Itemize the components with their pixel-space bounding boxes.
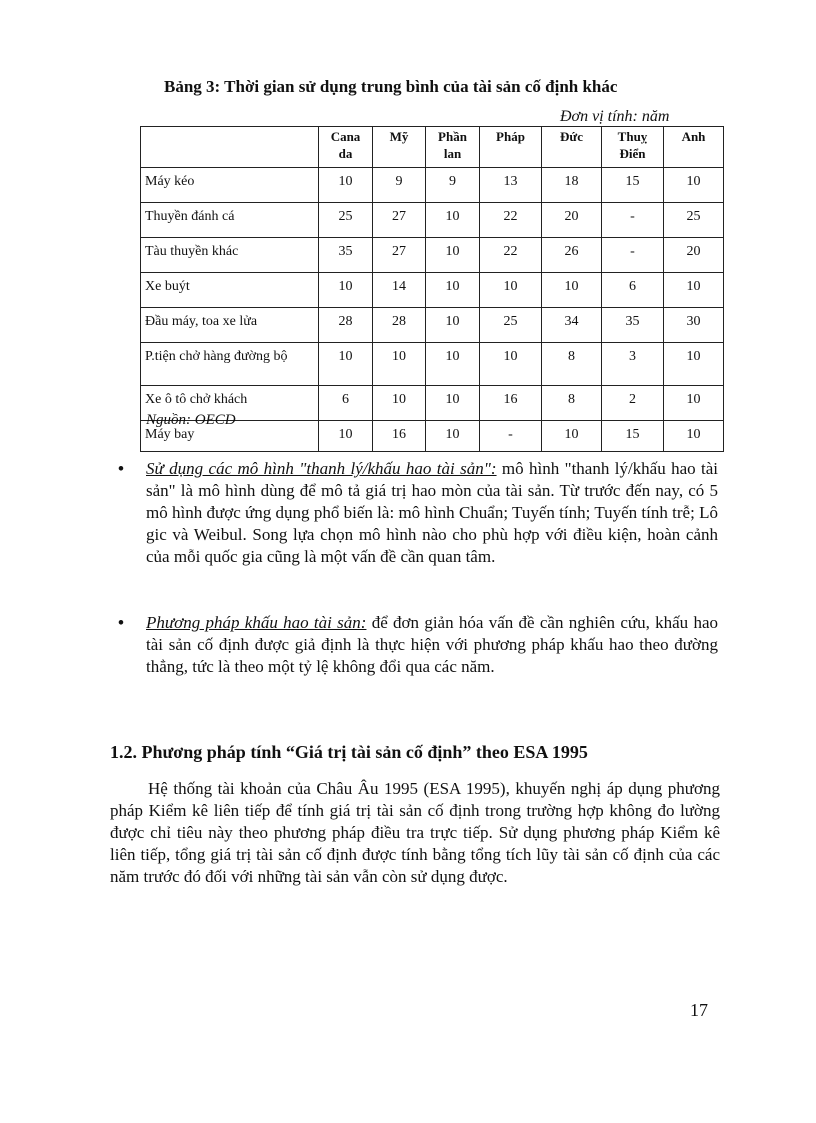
header-cell: Cana da bbox=[319, 127, 373, 168]
page-number: 17 bbox=[690, 1000, 708, 1020]
row-label: Thuyền đánh cá bbox=[141, 203, 319, 238]
row-label: Xe ô tô chở khách bbox=[141, 386, 319, 421]
header-cell: Pháp bbox=[480, 127, 542, 168]
table-cell: 10 bbox=[426, 238, 480, 273]
table-cell: 10 bbox=[480, 343, 542, 386]
table-cell: - bbox=[480, 421, 542, 452]
bullet-icon: • bbox=[118, 613, 124, 632]
header-cell: Phần lan bbox=[426, 127, 480, 168]
table-cell: 27 bbox=[373, 238, 426, 273]
table-cell: 20 bbox=[664, 238, 724, 273]
table-cell: 10 bbox=[664, 168, 724, 203]
row-label: Đầu máy, toa xe lửa bbox=[141, 308, 319, 343]
table-cell: 10 bbox=[319, 168, 373, 203]
table-header-row bbox=[141, 127, 724, 168]
header-cell: Thuỵ Điển bbox=[602, 127, 664, 168]
table-unit: Đơn vị tính: năm bbox=[560, 108, 670, 125]
table-cell: 15 bbox=[602, 168, 664, 203]
table-cell: 26 bbox=[542, 238, 602, 273]
table-cell: 9 bbox=[426, 168, 480, 203]
section-paragraph: Hệ thống tài khoản của Châu Âu 1995 (ESA 1995), khuyến nghị áp dụng phương pháp Kiểm kê liên tiếp để tính giá trị tài sản cố định trong trường hợp không đo lường được chỉ tiêu này theo phương pháp điều tra trực tiếp. Sử dụng phương pháp Kiểm kê liên tiếp, tổng giá trị tài sản cố định được tính bằng tổng tích lũy tài sản cố định của các năm trước đó đối với những tài sản vẫn còn sử dụng được. bbox=[110, 779, 720, 886]
table-cell: 35 bbox=[602, 308, 664, 343]
bullet-text bbox=[146, 612, 718, 678]
bullet-title: Phương pháp khấu hao tài sản: bbox=[146, 613, 367, 632]
table-row bbox=[141, 308, 724, 343]
row-label: Tàu thuyền khác bbox=[141, 238, 319, 273]
table-cell: 10 bbox=[319, 421, 373, 452]
table-cell: 10 bbox=[426, 343, 480, 386]
table-row bbox=[141, 343, 724, 386]
table-cell: 10 bbox=[542, 421, 602, 452]
table-cell: 27 bbox=[373, 203, 426, 238]
bullet-text bbox=[146, 458, 718, 568]
table-cell: 10 bbox=[664, 421, 724, 452]
table-cell: 22 bbox=[480, 203, 542, 238]
table-cell: 28 bbox=[373, 308, 426, 343]
table-cell: 10 bbox=[426, 386, 480, 421]
bullet-body: mô hình "thanh lý/khấu hao tài sản" là mô hình dùng để mô tả giá trị hao mòn của tài sản. Từ trước đến nay, có 5 mô hình được ứng dụng phổ biến là: mô hình Chuẩn; Tuyến tính; Tuyến tính trễ; Lô gic và Weibul. Song lựa chọn mô hình nào cho phù hợp với điều kiện, hoàn cảnh của mỗi quốc gia cũng là một vấn đề cần quan tâm. bbox=[146, 459, 719, 566]
table-cell: 13 bbox=[480, 168, 542, 203]
table-cell: 10 bbox=[319, 273, 373, 308]
table-cell: 6 bbox=[602, 273, 664, 308]
table-row bbox=[141, 273, 724, 308]
bullet-body: để đơn giản hóa vấn đề cần nghiên cứu, khấu hao tài sản cố định được giả định là thực hiện với phương pháp khấu hao theo đường thẳng, tức là theo một tỷ lệ không đổi qua các năm. bbox=[146, 613, 718, 676]
table-cell: 10 bbox=[426, 273, 480, 308]
lifetime-table bbox=[140, 126, 724, 452]
table-cell: 10 bbox=[480, 273, 542, 308]
table-cell: 16 bbox=[373, 421, 426, 452]
table-cell: 34 bbox=[542, 308, 602, 343]
header-cell: Anh bbox=[664, 127, 724, 168]
table-source: Nguồn: OECD bbox=[146, 412, 236, 428]
table-cell: 10 bbox=[426, 203, 480, 238]
table-cell: - bbox=[602, 238, 664, 273]
table-cell: 35 bbox=[319, 238, 373, 273]
table-caption: Bảng 3: Thời gian sử dụng trung bình của tài sản cố định khác bbox=[164, 77, 618, 96]
table-cell: 28 bbox=[319, 308, 373, 343]
header-cell bbox=[141, 127, 319, 168]
table-cell: 16 bbox=[480, 386, 542, 421]
row-label: Xe buýt bbox=[141, 273, 319, 308]
table-cell: 2 bbox=[602, 386, 664, 421]
table-cell: 25 bbox=[480, 308, 542, 343]
table-cell: 30 bbox=[664, 308, 724, 343]
table-cell: 10 bbox=[426, 421, 480, 452]
table-cell: 10 bbox=[373, 343, 426, 386]
header-cell: Đức bbox=[542, 127, 602, 168]
bullet-title: Sử dụng các mô hình "thanh lý/khấu hao tài sản": bbox=[146, 459, 497, 478]
table-cell: - bbox=[602, 203, 664, 238]
section-heading: 1.2. Phương pháp tính “Giá trị tài sản cố định” theo ESA 1995 bbox=[110, 742, 588, 762]
bullet-icon: • bbox=[118, 459, 124, 478]
table-cell: 10 bbox=[542, 273, 602, 308]
table-cell: 10 bbox=[319, 343, 373, 386]
table-cell: 15 bbox=[602, 421, 664, 452]
table-cell: 25 bbox=[664, 203, 724, 238]
table-cell: 8 bbox=[542, 386, 602, 421]
table-cell: 14 bbox=[373, 273, 426, 308]
table-cell: 6 bbox=[319, 386, 373, 421]
table-cell: 10 bbox=[373, 386, 426, 421]
row-label: Máy bay bbox=[141, 421, 319, 452]
table-cell: 22 bbox=[480, 238, 542, 273]
row-label: P.tiện chở hàng đường bộ bbox=[141, 343, 319, 386]
table-row bbox=[141, 168, 724, 203]
table-row bbox=[141, 238, 724, 273]
table-cell: 10 bbox=[664, 343, 724, 386]
table-cell: 10 bbox=[664, 386, 724, 421]
table-cell: 10 bbox=[426, 308, 480, 343]
table-cell: 3 bbox=[602, 343, 664, 386]
table-cell: 18 bbox=[542, 168, 602, 203]
table-row bbox=[141, 203, 724, 238]
table-cell: 20 bbox=[542, 203, 602, 238]
header-cell: Mỹ bbox=[373, 127, 426, 168]
row-label: Máy kéo bbox=[141, 168, 319, 203]
table-cell: 10 bbox=[664, 273, 724, 308]
table-cell: 8 bbox=[542, 343, 602, 386]
table-cell: 25 bbox=[319, 203, 373, 238]
table-cell: 9 bbox=[373, 168, 426, 203]
